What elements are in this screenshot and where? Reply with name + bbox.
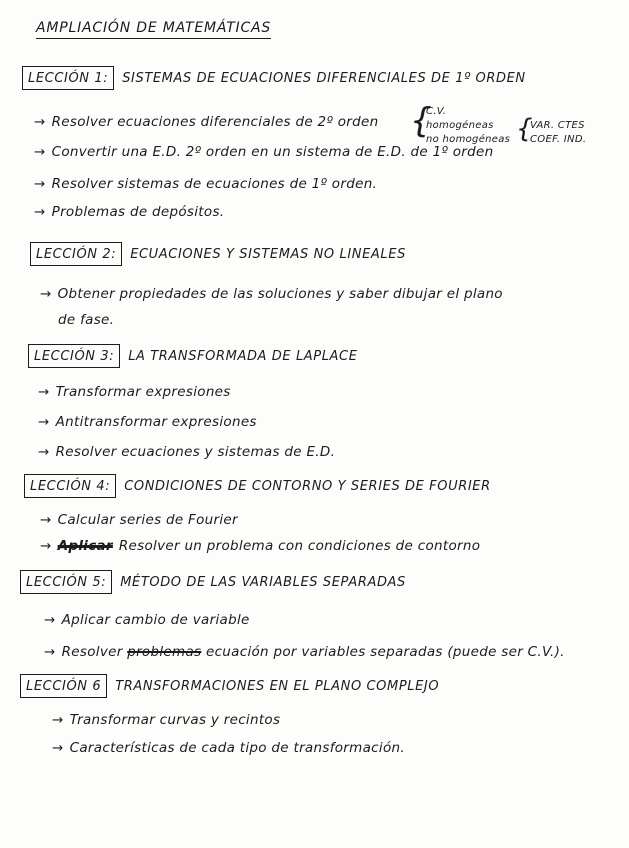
lesson-4-item-1: → Calcular series de Fourier: [40, 512, 238, 528]
arrow-icon: →: [44, 644, 56, 660]
lesson-3-item-1: → Transformar expresiones: [38, 384, 231, 400]
option-no-homogeneas: no homogéneas: [426, 134, 511, 145]
option-cv: C.V.: [426, 106, 447, 117]
lesson-2-header: [30, 242, 406, 266]
lesson-4-header: [24, 474, 491, 498]
brace-icon: {: [410, 101, 432, 141]
arrow-icon: →: [34, 144, 46, 160]
lesson-4-item-2: → Aplicar Resolver un problema con condiciones de contorno: [40, 538, 481, 554]
page-title: AMPLIACIÓN DE MATEMÁTICAS: [36, 20, 271, 39]
sub-option-var-ctes: VAR. CTES: [530, 120, 585, 131]
arrow-icon: →: [40, 512, 52, 528]
lesson-4-title: CONDICIONES DE CONTORNO Y SERIES DE FOURIER: [124, 478, 491, 494]
lesson-3-label: LECCIÓN 3:: [28, 344, 120, 368]
lesson-2-label: LECCIÓN 2:: [30, 242, 122, 266]
arrow-icon: →: [40, 538, 52, 554]
lesson-6-label: LECCIÓN 6: [20, 674, 107, 698]
arrow-icon: →: [52, 740, 64, 756]
lesson-1-title: SISTEMAS DE ECUACIONES DIFERENCIALES DE 1º ORDEN: [122, 70, 526, 86]
arrow-icon: →: [44, 612, 56, 628]
arrow-icon: →: [34, 176, 46, 192]
arrow-icon: →: [34, 114, 46, 130]
crossed-word: Aplicar: [57, 538, 113, 554]
lesson-1-item-4: → Problemas de depósitos.: [34, 204, 225, 220]
crossed-word: problemas: [127, 644, 202, 660]
lesson-6-item-1: → Transformar curvas y recintos: [52, 712, 281, 728]
lesson-5-title: MÉTODO DE LAS VARIABLES SEPARADAS: [120, 574, 406, 590]
arrow-icon: →: [38, 384, 50, 400]
lesson-2-item-1-cont: de fase.: [58, 312, 115, 328]
lesson-1-label: LECCIÓN 1:: [22, 66, 114, 90]
lesson-6-item-2: → Características de cada tipo de transformación.: [52, 740, 405, 756]
lesson-5-item-1: → Aplicar cambio de variable: [44, 612, 250, 628]
lesson-6-header: [20, 674, 439, 698]
lesson-2-title: ECUACIONES Y SISTEMAS NO LINEALES: [130, 246, 406, 262]
lesson-6-title: TRANSFORMACIONES EN EL PLANO COMPLEJO: [115, 678, 440, 694]
lesson-5-header: [20, 570, 406, 594]
arrow-icon: →: [40, 286, 52, 302]
arrow-icon: →: [52, 712, 64, 728]
lesson-5-item-2: → Resolver problemas ecuación por variables separadas (puede ser C.V.).: [44, 644, 565, 660]
lesson-3-header: [28, 344, 358, 368]
option-homogeneas: homogéneas: [426, 120, 494, 131]
lesson-1-item-2: → Convertir una E.D. 2º orden en un sistema de E.D. de 1º orden: [34, 144, 494, 160]
lesson-4-label: LECCIÓN 4:: [24, 474, 116, 498]
lesson-1-item-1: → Resolver ecuaciones diferenciales de 2º orden: [34, 114, 379, 130]
arrow-icon: →: [34, 204, 46, 220]
lesson-2-item-1: → Obtener propiedades de las soluciones y saber dibujar el plano: [40, 286, 503, 302]
arrow-icon: →: [38, 414, 50, 430]
lesson-1-header: [22, 66, 526, 90]
lesson-1-item-3: → Resolver sistemas de ecuaciones de 1º orden.: [34, 176, 378, 192]
lesson-3-item-2: → Antitransformar expresiones: [38, 414, 257, 430]
lesson-5-label: LECCIÓN 5:: [20, 570, 112, 594]
arrow-icon: →: [38, 444, 50, 460]
brace-icon: {: [516, 114, 533, 144]
lesson-3-title: LA TRANSFORMADA DE LAPLACE: [128, 348, 358, 364]
sub-option-coef-ind: COEF. IND.: [530, 134, 587, 145]
lesson-3-item-3: → Resolver ecuaciones y sistemas de E.D.: [38, 444, 336, 460]
